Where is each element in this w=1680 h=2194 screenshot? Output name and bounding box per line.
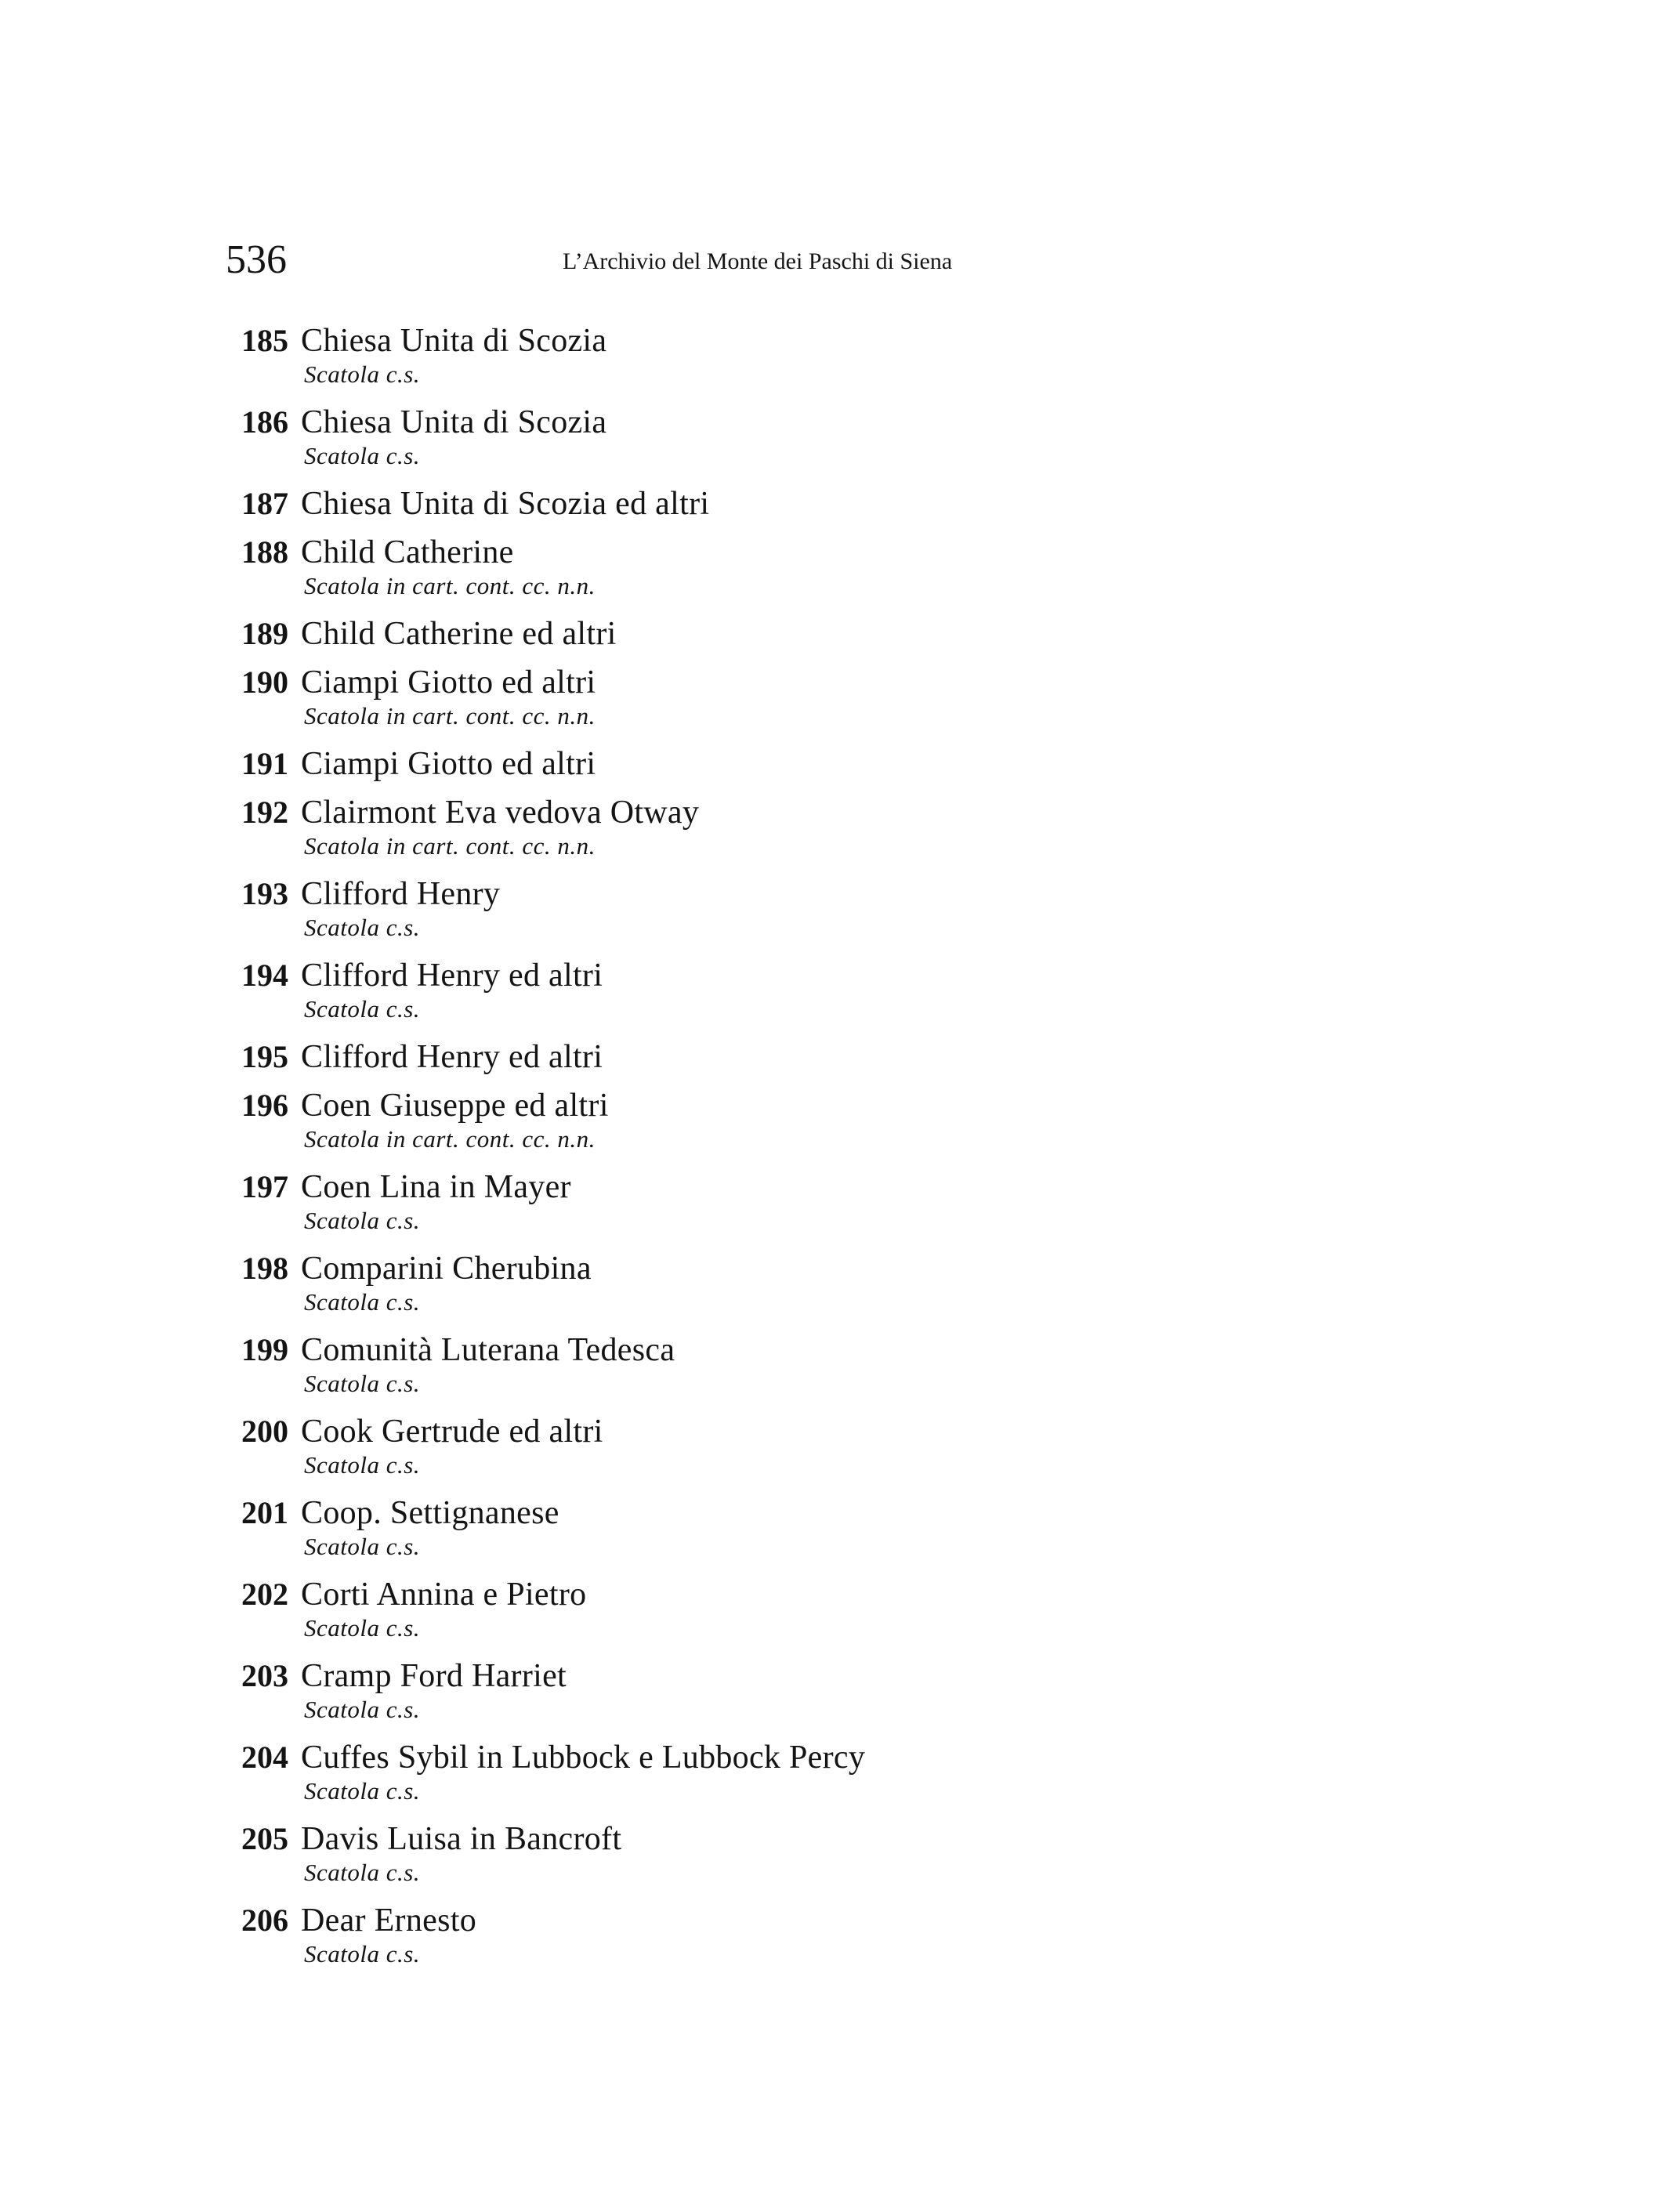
entry-note: Scatola c.s. [304,1859,421,1886]
inventory-entry [219,484,1316,533]
entry-title: Cramp Ford Harriet [301,1658,567,1694]
inventory-entry [219,1493,1316,1575]
entry-title: Chiesa Unita di Scozia [301,404,607,440]
inventory-entry [219,793,1316,874]
entry-title: Child Catherine [301,534,514,570]
entry-number: 185 [241,323,288,358]
entry-number: 205 [241,1821,288,1856]
entry-number: 202 [241,1577,288,1612]
entry-title: Ciampi Giotto ed altri [301,746,596,782]
entry-note: Scatola in cart. cont. cc. n.n. [304,572,596,599]
entry-number: 203 [241,1658,288,1693]
entry-number: 204 [241,1740,288,1775]
entry-number: 194 [241,958,288,993]
entry-title: Corti Annina e Pietro [301,1577,587,1613]
inventory-entry [219,403,1316,484]
inventory-entry [219,1168,1316,1249]
entry-number: 187 [241,486,288,521]
entry-title: Cook Gertrude ed altri [301,1414,603,1450]
entry-note: Scatola c.s. [304,1696,421,1723]
entry-note: Scatola c.s. [304,914,421,941]
inventory-entry [219,1738,1316,1819]
entry-note: Scatola c.s. [304,995,421,1023]
entry-number: 195 [241,1039,288,1074]
entry-title: Coen Giuseppe ed altri [301,1088,609,1124]
entry-number: 191 [241,746,288,781]
entry-note: Scatola in cart. cont. cc. n.n. [304,832,596,860]
entry-note: Scatola c.s. [304,1207,421,1234]
entry-note: Scatola c.s. [304,1940,421,1968]
entry-title: Ciampi Giotto ed altri [301,664,596,701]
inventory-entry [219,956,1316,1037]
entry-number: 188 [241,534,288,570]
entry-title: Coop. Settignanese [301,1495,559,1531]
inventory-entry [219,1331,1316,1412]
entry-note: Scatola c.s. [304,1614,421,1642]
entry-title: Comparini Cherubina [301,1251,592,1287]
page-header [226,237,1056,284]
entry-number: 193 [241,876,288,911]
inventory-entry [219,1037,1316,1086]
inventory-entry [219,1412,1316,1493]
inventory-entry [219,1575,1316,1656]
inventory-entry [219,1086,1316,1168]
entry-title: Dear Ernesto [301,1903,476,1939]
page-number: 536 [226,237,287,282]
entry-number: 196 [241,1088,288,1123]
inventory-entry [219,663,1316,744]
entry-number: 198 [241,1251,288,1286]
inventory-entry [219,874,1316,956]
inventory-entry [219,1249,1316,1331]
entry-title: Clifford Henry ed altri [301,1039,603,1075]
entry-number: 201 [241,1495,288,1530]
entry-note: Scatola in cart. cont. cc. n.n. [304,702,596,730]
entry-title: Cuffes Sybil in Lubbock e Lubbock Percy [301,1740,866,1776]
inventory-entry [219,321,1316,403]
inventory-entry [219,1656,1316,1738]
entry-number: 197 [241,1169,288,1204]
inventory-list [219,321,1316,1982]
inventory-entry [219,1901,1316,1982]
entry-title: Comunità Luterana Tedesca [301,1332,675,1368]
entry-title: Davis Luisa in Bancroft [301,1821,622,1857]
entry-number: 190 [241,664,288,700]
entry-title: Clifford Henry [301,876,501,912]
entry-number: 189 [241,616,288,651]
entry-number: 206 [241,1903,288,1938]
entry-note: Scatola c.s. [304,1533,421,1560]
entry-note: Scatola c.s. [304,360,421,388]
entry-title: Clairmont Eva vedova Otway [301,795,700,831]
entry-number: 199 [241,1332,288,1367]
entry-number: 192 [241,795,288,830]
inventory-entry [219,614,1316,663]
inventory-entry [219,744,1316,793]
entry-title: Child Catherine ed altri [301,616,617,652]
entry-title: Chiesa Unita di Scozia [301,323,607,359]
entry-number: 186 [241,404,288,440]
entry-title: Clifford Henry ed altri [301,958,603,994]
entry-title: Coen Lina in Mayer [301,1169,571,1205]
entry-note: Scatola c.s. [304,442,421,469]
inventory-entry [219,1819,1316,1901]
entry-note: Scatola c.s. [304,1288,421,1316]
entry-title: Chiesa Unita di Scozia ed altri [301,486,710,522]
entry-note: Scatola c.s. [304,1451,421,1479]
running-title: L’Archivio del Monte dei Paschi di Siena [563,248,953,274]
inventory-entry [219,533,1316,614]
entry-note: Scatola c.s. [304,1370,421,1397]
entry-note: Scatola in cart. cont. cc. n.n. [304,1125,596,1153]
entry-number: 200 [241,1414,288,1449]
entry-note: Scatola c.s. [304,1777,421,1805]
